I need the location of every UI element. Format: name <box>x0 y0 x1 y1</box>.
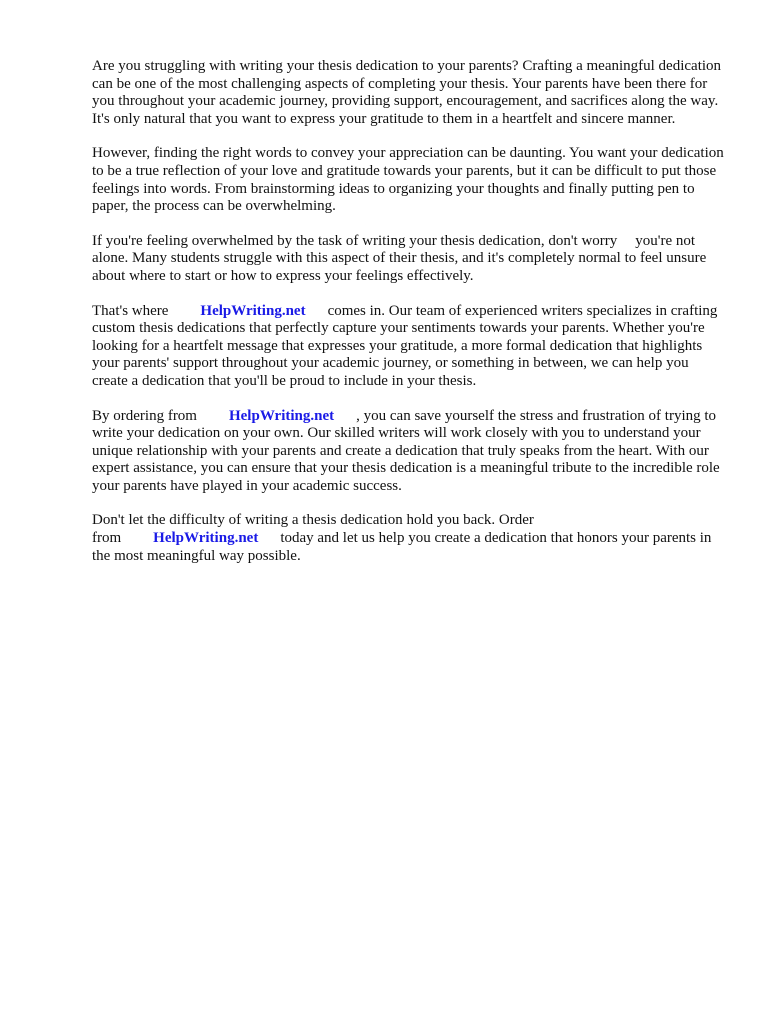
cta-text-start: Don't let the difficulty of writing a thesis dedication hold you back. Order from <box>92 512 534 547</box>
paragraph-reassurance <box>92 233 724 286</box>
reassurance-text-end: you're not alone. Many students struggle with this aspect of their thesis, and it's completely normal to feel unsure about where to start or how to express your feelings effectively. <box>92 232 707 284</box>
helpwriting-link-1[interactable]: HelpWriting.net <box>200 302 306 319</box>
helpwriting-link-2[interactable]: HelpWriting.net <box>228 407 335 424</box>
intro-text: Are you struggling with writing your thesis dedication to your parents? Crafting a meaningful dedication can be one of the most challenging aspects of completing your thesis. Your parents have been there for you throughout your academic journey, providing support, encouragement, and sacrifices along the way. It's only natural that you want to express your gratitude to them in a heartfelt and sincere manner. <box>92 58 722 127</box>
ordering-text-start: By ordering from <box>92 407 197 424</box>
paragraph-call-to-action <box>92 512 724 565</box>
paragraph-service <box>92 303 724 391</box>
paragraph-intro <box>92 58 724 128</box>
reassurance-text-start: If you're feeling overwhelmed by the task of writing your thesis dedication, don't worry <box>92 232 618 249</box>
cta-text-end: today and let us help you create a dedication that honors your parents in the most meaningful way possible. <box>92 530 712 564</box>
ordering-text-end: , you can save yourself the stress and frustration of trying to write your dedication on your own. Our skilled writers will work closely with you to understand your unique relationship with your parents and create a dedication that truly speaks from the heart. With our expert assistance, you can ensure that your thesis dedication is a meaningful tribute to the incredible role your parents have played in your academic success. <box>92 407 720 494</box>
service-text-start: That's where <box>92 302 169 319</box>
service-text-end: comes in. Our team of experienced writers specializes in crafting custom thesis dedications that perfectly capture your sentiments towards your parents. Whether you're looking for a heartfelt message that expresses your gratitude, a more formal dedication that highlights your parents' support throughout your academic journey, or something in between, we can help you create a dedication that you'll be proud to include in your thesis. <box>92 302 718 389</box>
helpwriting-link-3[interactable]: HelpWriting.net <box>153 530 259 547</box>
document-body <box>92 58 724 582</box>
difficulty-text: However, finding the right words to convey your appreciation can be daunting. You want your dedication to be a true reflection of your love and gratitude towards your parents, but it can be difficult to put those feelings into words. From brainstorming ideas to organizing your thoughts and finally putting pen to paper, the process can be overwhelming. <box>92 145 724 215</box>
paragraph-difficulty <box>92 145 724 215</box>
paragraph-ordering <box>92 408 724 496</box>
